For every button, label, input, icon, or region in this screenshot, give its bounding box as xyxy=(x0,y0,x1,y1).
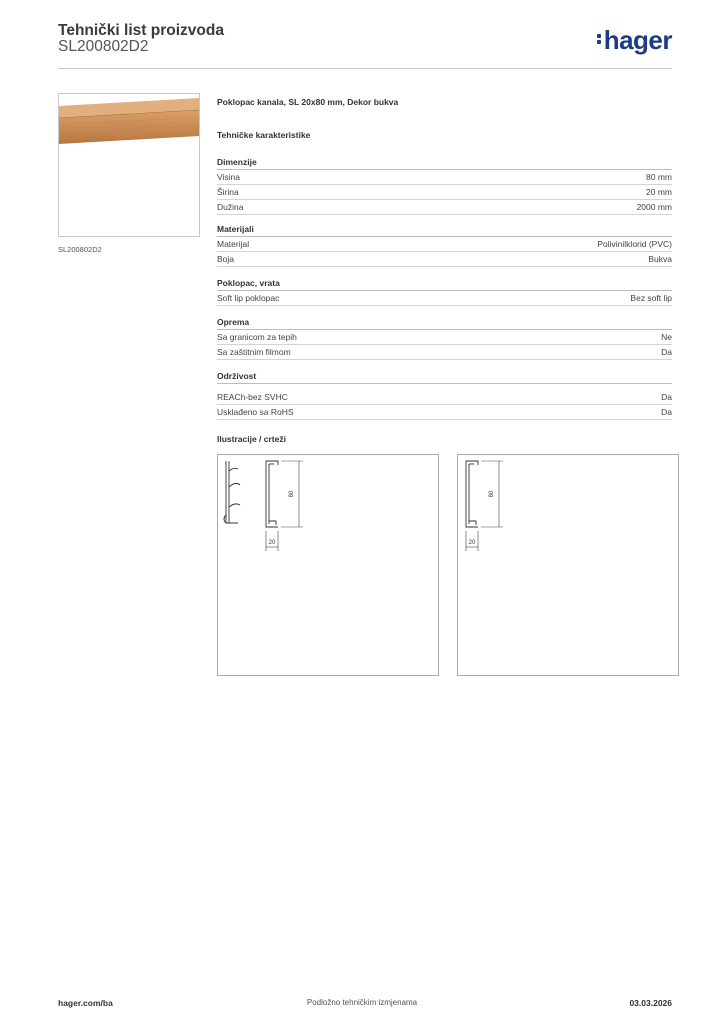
width-dimension-label: 20 xyxy=(468,540,476,546)
drawings-heading: Ilustracije / crteži xyxy=(217,434,286,444)
spec-value: 2000 mm xyxy=(636,202,672,212)
spec-label: Visina xyxy=(217,172,240,182)
width-dimension-label: 20 xyxy=(268,540,276,546)
section-title: Dimenzije xyxy=(217,155,672,170)
section-title: Materijali xyxy=(217,222,672,237)
spec-value: Da xyxy=(661,392,672,402)
footer-disclaimer: Podložno tehničkim izmjenama xyxy=(306,998,418,1007)
hager-logo xyxy=(597,26,672,54)
spec-value: Bukva xyxy=(648,254,672,264)
drawing-right xyxy=(457,454,679,676)
cover-section-drawing xyxy=(458,455,678,675)
height-dimension-label: 80 xyxy=(289,490,295,498)
product-code: SL200802D2 xyxy=(58,38,149,55)
spec-label: Soft lip poklopac xyxy=(217,293,280,303)
image-caption: SL200802D2 xyxy=(58,245,102,254)
spec-value: Da xyxy=(661,407,672,417)
product-name: Poklopac kanala, SL 20x80 mm, Dekor bukva xyxy=(217,97,399,107)
spec-label: Sa granicom za tepih xyxy=(217,332,297,342)
spec-row xyxy=(217,170,672,185)
spec-row xyxy=(217,345,672,360)
spec-row xyxy=(217,390,672,405)
footer-website-link[interactable]: hager.com/ba xyxy=(58,998,113,1008)
spec-label: Usklađeno sa RoHS xyxy=(217,407,294,417)
section-title: Poklopac, vrata xyxy=(217,276,672,291)
section-sustainability xyxy=(217,369,672,420)
spec-row xyxy=(217,185,672,200)
footer-date: 03.03.2026 xyxy=(629,998,672,1008)
header-divider xyxy=(58,68,672,69)
spec-value: Da xyxy=(661,347,672,357)
spec-label: Dužina xyxy=(217,202,244,212)
spec-row xyxy=(217,252,672,267)
specs-heading: Tehničke karakteristike xyxy=(217,130,311,140)
spec-row xyxy=(217,291,672,306)
section-title: Oprema xyxy=(217,315,672,330)
spec-value: 80 mm xyxy=(646,172,672,182)
spec-label: Boja xyxy=(217,254,235,264)
document-title: Tehnički list proizvoda xyxy=(58,22,224,39)
section-title: Održivost xyxy=(217,369,672,384)
spec-label: Širina xyxy=(217,187,239,197)
spec-value: Polivinilklorid (PVC) xyxy=(597,239,672,249)
spec-label: Sa zaštitnim filmom xyxy=(217,347,291,357)
height-dimension-label: 80 xyxy=(489,490,495,498)
logo-text: hager xyxy=(603,25,672,55)
spec-value: 20 mm xyxy=(646,187,672,197)
spec-label: Materijal xyxy=(217,239,250,249)
spec-row xyxy=(217,237,672,252)
section-equipment xyxy=(217,315,672,360)
spec-value: Ne xyxy=(661,332,672,342)
spec-label: REACh-bez SVHC xyxy=(217,392,288,402)
cross-section-drawing xyxy=(218,455,438,675)
spec-row xyxy=(217,330,672,345)
duct-cover-picture xyxy=(59,94,199,236)
drawing-left xyxy=(217,454,439,676)
spec-value: Bez soft lip xyxy=(630,293,672,303)
section-materials xyxy=(217,222,672,267)
spec-row xyxy=(217,405,672,420)
logo-dots-icon xyxy=(597,34,602,46)
product-image xyxy=(58,93,200,237)
spec-row xyxy=(217,200,672,215)
section-cover-door xyxy=(217,276,672,306)
section-dimensions xyxy=(217,155,672,215)
